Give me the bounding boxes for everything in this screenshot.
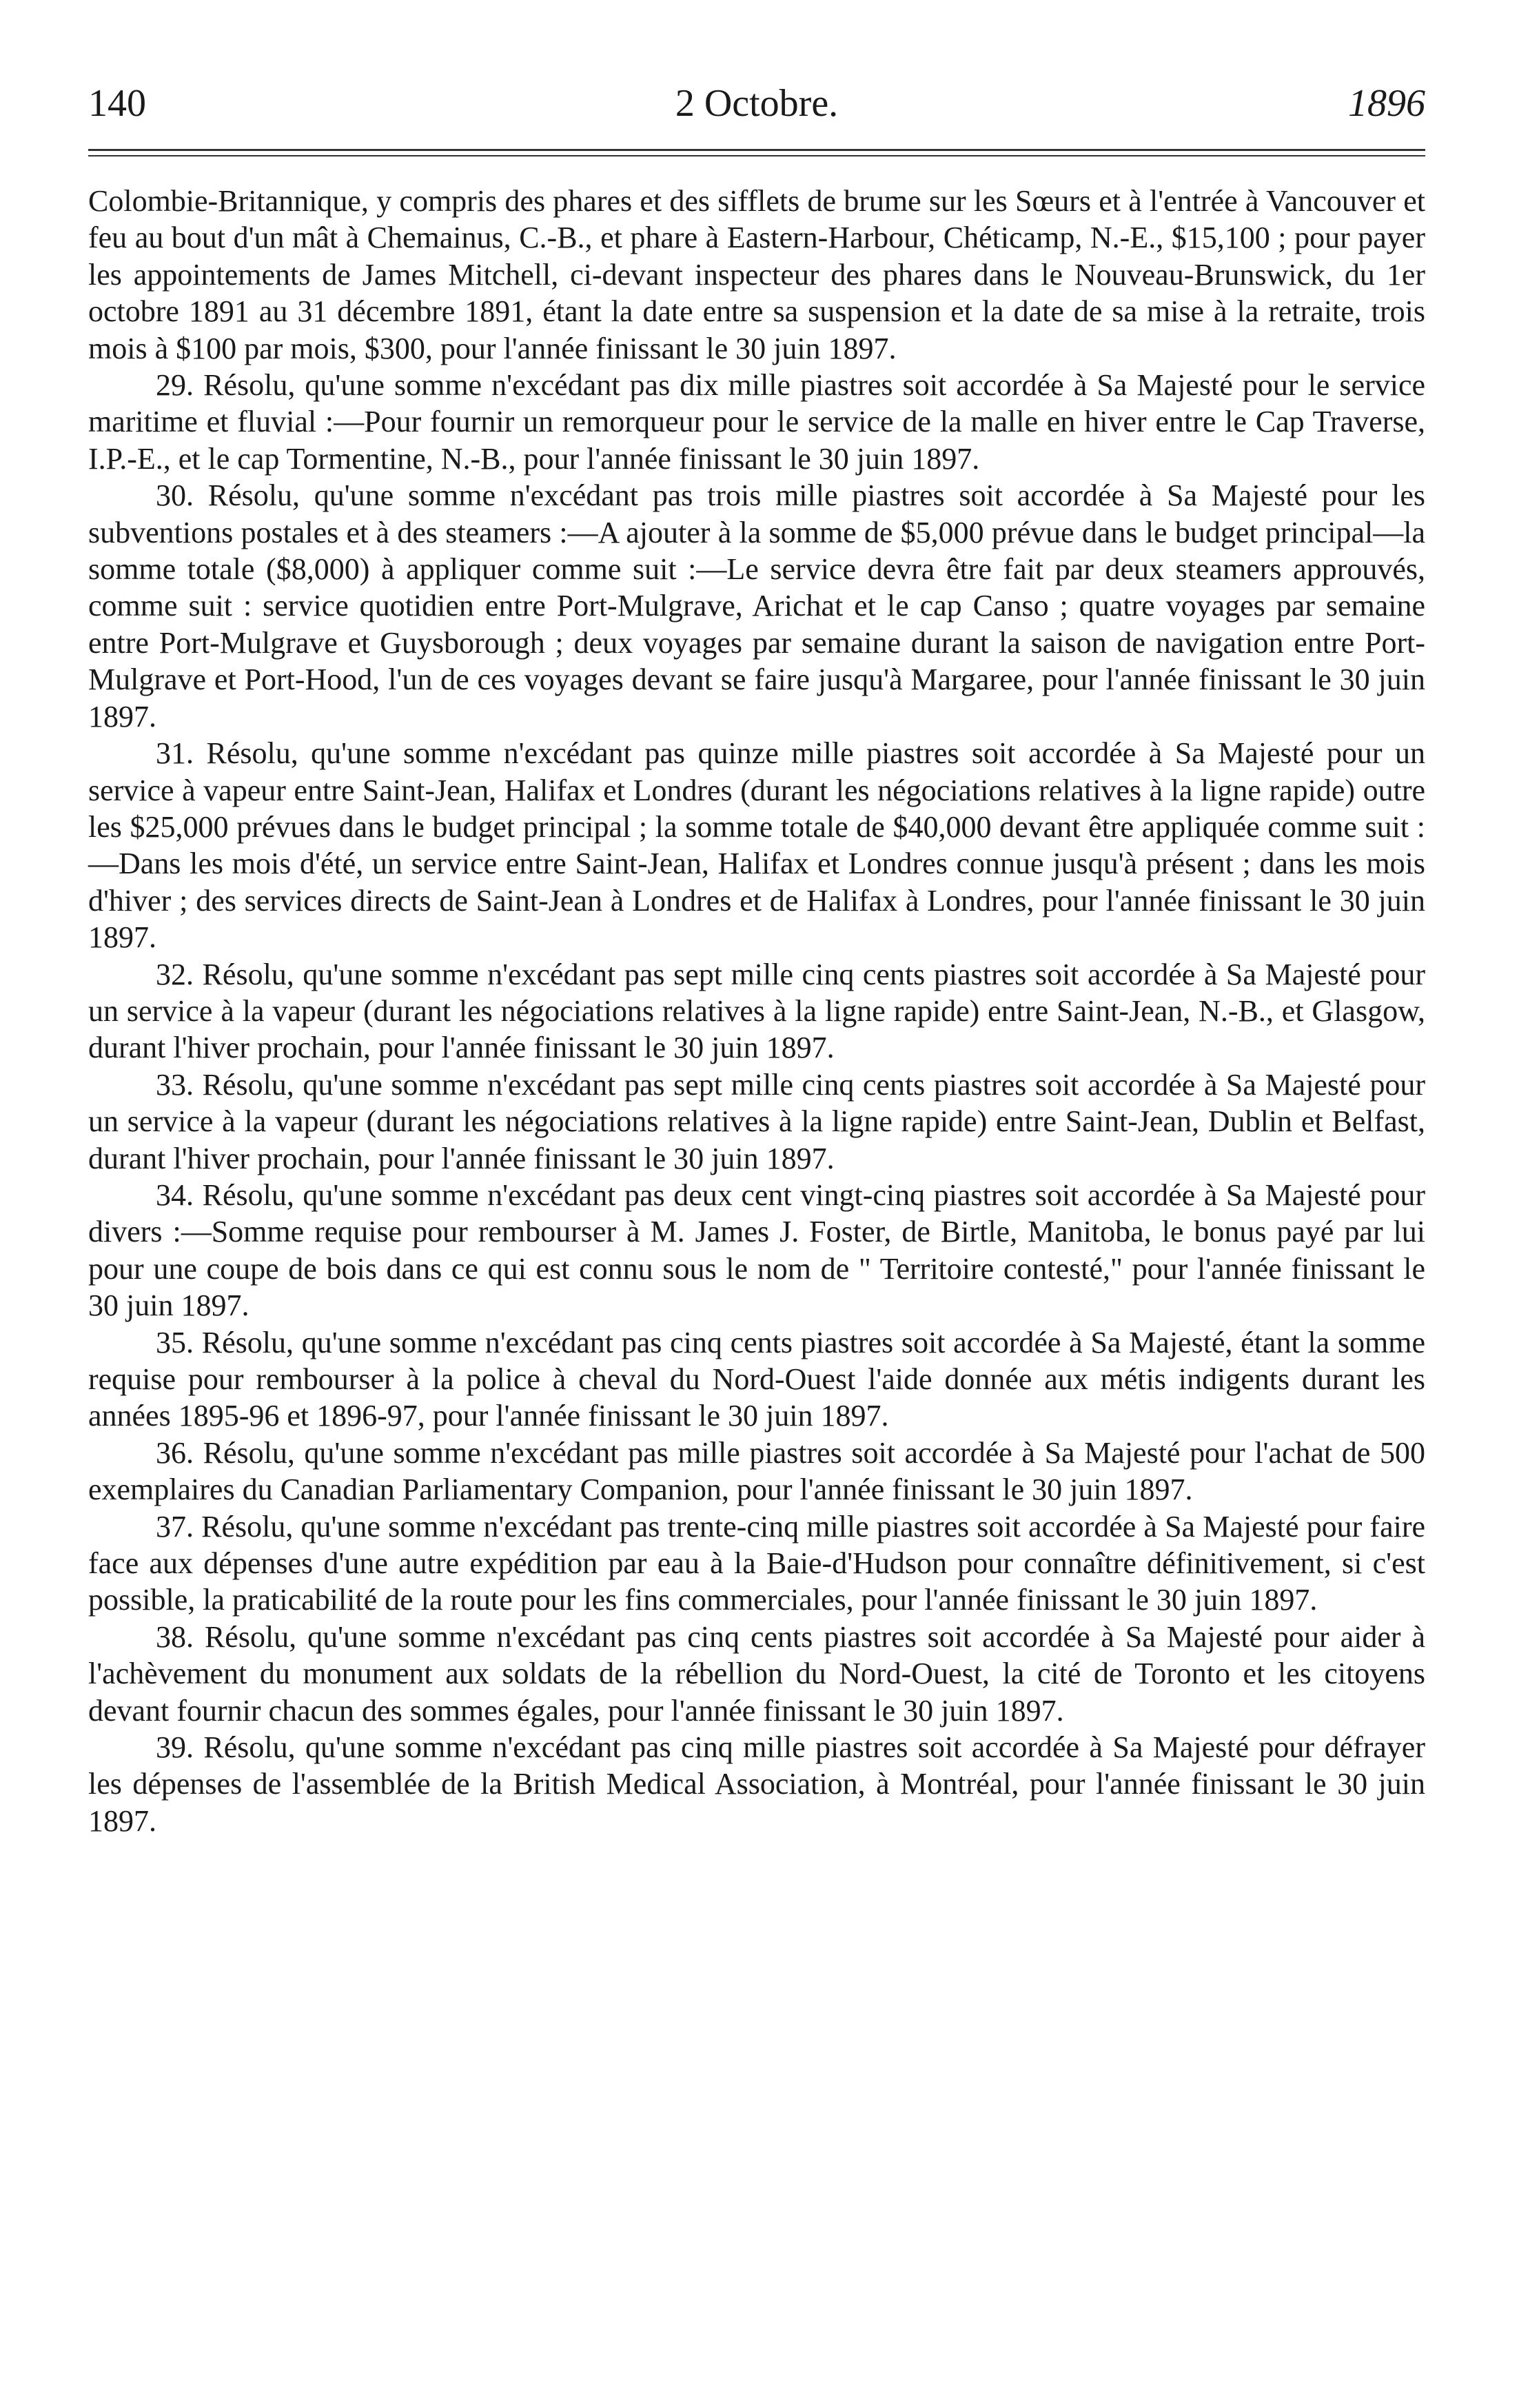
journal-page [88,76,1425,1839]
resolution-number: 31. [156,736,194,771]
resolution-text: Résolu, qu'une somme n'excédant pas sept mille cinq cents piastres soit accordée à Sa Majesté pour un service à la vapeur (durant les négociations relatives à la ligne rapide) entre Saint-Jean, Dublin et Belfast, durant l'hiver prochain, pour l'année finissant le 30 juin 1897. [88,1067,1426,1175]
resolution-number: 37. [156,1509,194,1544]
resolution-32 [88,956,1425,1066]
resolution-39 [88,1729,1425,1839]
resolution-number: 30. [156,478,194,513]
resolution-31 [88,735,1425,955]
resolution-text: Résolu, qu'une somme n'excédant pas deux cent vingt-cinq piastres soit accordée à Sa Majesté pour divers :—Somme requise pour rembourser à M. James J. Foster, de Birtle, Manitoba, le bonus payé par lui pour une coupe de bois dans ce qui est connu sous le nom de " Territoire contesté," pour l'année finissant le 30 juin 1897. [88,1177,1425,1323]
header-divider [88,149,1425,156]
resolution-number: 39. [156,1730,194,1765]
resolution-number: 35. [156,1325,194,1359]
resolution-number: 32. [156,957,194,991]
resolution-number: 33. [156,1067,194,1102]
resolution-text: Résolu, qu'une somme n'excédant pas cinq mille piastres soit accordée à Sa Majesté pour défrayer les dépenses de l'assemblée de la British Medical Association, à Montréal, pour l'année finissant le 30 juin 1897. [88,1730,1425,1838]
resolution-30 [88,477,1425,735]
resolution-text: Résolu, qu'une somme n'excédant pas trois mille piastres soit accordée à Sa Majesté pour les subventions postales et à des steamers :—A ajouter à la somme de $5,000 prévue dans le budget principal—la somme totale ($8,000) à appliquer comme suit :—Le service devra être fait par deux steamers approuvés, comme suit : service quotidien entre Port-Mulgrave, Arichat et le cap Canso ; quatre voyages par semaine entre Port-Mulgrave et Guysborough ; deux voyages par semaine durant la saison de navigation entre Port-Mulgrave et Port-Hood, l'un de ces voyages devant se faire jusqu'à Margaree, pour l'année finissant le 30 juin 1897. [88,478,1425,733]
header-year: 1896 [1348,82,1425,125]
paragraph-continuation [88,183,1425,367]
resolution-33 [88,1066,1425,1177]
resolution-number: 29. [156,368,194,403]
resolution-29 [88,367,1425,477]
resolution-text: Résolu, qu'une somme n'excédant pas cinq cents piastres soit accordée à Sa Majesté, étant la somme requise pour rembourser à la police à cheval du Nord-Ouest l'aide donnée aux métis indigents durant les années 1895-96 et 1896-97, pour l'année finissant le 30 juin 1897. [88,1325,1425,1433]
resolution-text: Résolu, qu'une somme n'excédant pas trente-cinq mille piastres soit accordée à Sa Majesté pour faire face aux dépenses d'une autre expédition par eau à la Baie-d'Hudson pour connaître définitivement, si c'est possible, la praticabilité de la route pour les fins commerciales, pour l'année finissant le 30 juin 1897. [88,1509,1426,1617]
page-number: 140 [88,82,146,125]
resolution-37 [88,1508,1425,1619]
resolution-34 [88,1177,1425,1324]
resolution-35 [88,1324,1425,1435]
resolution-36 [88,1435,1425,1508]
header-date: 2 Octobre. [675,82,839,125]
paragraph-text: Colombie-Britannique, y compris des phares et des sifflets de brume sur les Sœurs et à l'entrée à Vancouver et feu au bout d'un mât à Chemainus, C.-B., et phare à Eastern-Harbour, Chéticamp, N.-E., $15,100 ; pour payer les appointements de James Mitchell, ci-devant inspecteur des phares dans le Nouveau-Brunswick, du 1er octobre 1891 au 31 décembre 1891, étant la date entre sa suspension et la date de sa mise à la retraite, trois mois à $100 par mois, $300, pour l'année finissant le 30 juin 1897. [88,184,1425,365]
resolution-38 [88,1619,1425,1729]
resolution-text: Résolu, qu'une somme n'excédant pas sept mille cinq cents piastres soit accordée à Sa Majesté pour un service à la vapeur (durant les négociations relatives à la ligne rapide) entre Saint-Jean, N.-B., et Glasgow, durant l'hiver prochain, pour l'année finissant le 30 juin 1897. [88,957,1426,1065]
page-body [88,183,1425,1839]
resolution-number: 34. [156,1177,194,1212]
page-header [88,76,1425,131]
resolution-number: 36. [156,1435,194,1470]
resolution-text: Résolu, qu'une somme n'excédant pas dix mille piastres soit accordée à Sa Majesté pour le service maritime et fluvial :—Pour fournir un remorqueur pour le service de la malle en hiver entre le Cap Traverse, I.P.-E., et le cap Tormentine, N.-B., pour l'année finissant le 30 juin 1897. [88,368,1426,476]
resolution-text: Résolu, qu'une somme n'excédant pas mille piastres soit accordée à Sa Majesté pour l'achat de 500 exemplaires du Canadian Parliamentary Companion, pour l'année finissant le 30 juin 1897. [88,1435,1426,1507]
resolution-text: Résolu, qu'une somme n'excédant pas cinq cents piastres soit accordée à Sa Majesté pour aider à l'achèvement du monument aux soldats de la rébellion du Nord-Ouest, la cité de Toronto et les citoyens devant fournir chacun des sommes égales, pour l'année finissant le 30 juin 1897. [88,1619,1425,1728]
resolution-number: 38. [156,1619,194,1654]
resolution-text: Résolu, qu'une somme n'excédant pas quinze mille piastres soit accordée à Sa Majesté pour un service à vapeur entre Saint-Jean, Halifax et Londres (durant les négociations relatives à la ligne rapide) outre les $25,000 prévues dans le budget principal ; la somme totale de $40,000 devant être appliquée comme suit :—Dans les mois d'été, un service entre Saint-Jean, Halifax et Londres connue jusqu'à présent ; dans les mois d'hiver ; des services directs de Saint-Jean à Londres et de Halifax à Londres, pour l'année finissant le 30 juin 1897. [88,736,1425,955]
